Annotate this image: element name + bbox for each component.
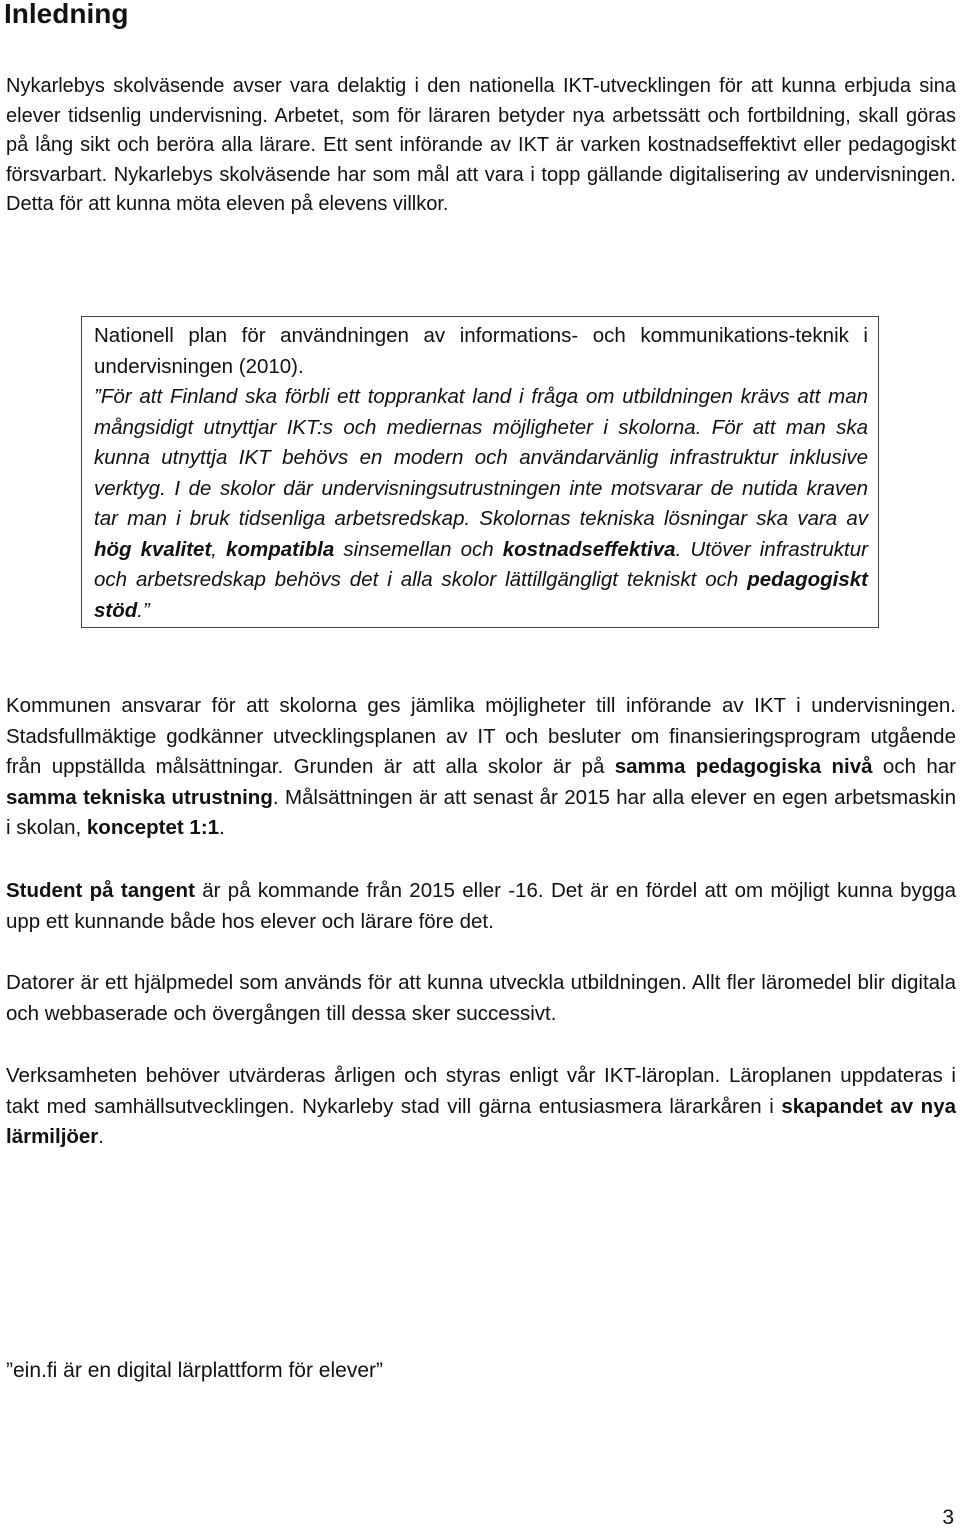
paragraph-computers: Datorer är ett hjälpmedel som används för att kunna utveckla utbildningen. Allt fler läromedel blir digitala och webbaserade och övergången till dessa sker successivt. [6, 971, 956, 1025]
paragraph-student-exam [6, 876, 956, 937]
intro-paragraph: Nykarlebys skolväsende avser vara delaktig i den nationella IKT-utvecklingen för att kunna erbjuda sina elever tidsenlig undervisning. Arbetet, som för läraren betyder nya arbetssätt och fortbildning, skall göras på lång sikt och beröra alla lärare. Ett sent införande av IKT är varken kostnadseffektivt eller pedagogiskt försvarbart. Nykarlebys skolväsende har som mål att vara i topp gällande digitalisering av undervisningen. Detta för att kunna möta eleven på elevens villkor. [6, 75, 956, 216]
quote-box [81, 316, 879, 628]
paragraph-evaluation [6, 1061, 956, 1153]
quote-text-segment: sinsemellan och [334, 537, 503, 561]
quote-emphasis-high-quality: hög kvalitet [94, 537, 212, 561]
quote-text [94, 382, 868, 626]
quote-emphasis-compatible: kompatibla [226, 537, 335, 561]
paragraph-responsibility [6, 691, 956, 844]
quote-text-segment: . Utöver infrastruktur och arbetsredskap behövs det i alla skolor lättillgängligt tekniskt och [94, 537, 868, 591]
quote-text-segment: ”För att Finland ska förbli ett topprankat land i fråga om utbildningen krävs att man mångsidigt utnyttjar IKT:s och mediernas möjligheter i skolorna. För att man ska kunna utnyttja IKT behövs en modern och användarvänlig infrastruktur inklusive verktyg. I de skolor där undervisningsutrustningen inte motsvarar de nutida kraven tar man i bruk tidsenliga arbetsredskap. Skolornas tekniska lösningar ska vara av [94, 385, 868, 530]
footer-quote: ”ein.fi är en digital lärplattform för elever” [6, 1359, 383, 1382]
paragraph-text-segment: . Målsättningen är att senast år 2015 har alla elever en egen arbetsmaskin i skolan, [6, 785, 956, 840]
paragraph-text-segment: Kommunen ansvarar för att skolorna ges jämlika möjligheter till införande av IKT i undervisningen. Stadsfullmäktige godkänner utvecklingsplanen av IT och besluter om finansieringsprogram utgående från uppställda målsättningar. Grunden är att alla skolor är på [6, 694, 956, 779]
quote-text-segment: .” [137, 598, 150, 622]
emphasis-student-pa-tangent: Student på tangent [6, 879, 195, 902]
page-title: Inledning [4, 0, 129, 29]
quote-emphasis-cost-effective: kostnadseffektiva [502, 537, 676, 561]
emphasis-same-technical-equipment: samma tekniska utrustning [6, 785, 273, 809]
quote-emphasis-pedagogical-support: pedagogiskt stöd [94, 568, 868, 622]
paragraph-text-segment: Verksamheten behöver utvärderas årligen och styras enligt vår IKT-läroplan. Läroplanen uppdateras i takt med samhällsutvecklingen. Nykarleby stad vill gärna entusiasmera lärarkåren i [6, 1064, 956, 1118]
paragraph-text-segment: är på kommande från 2015 eller -16. Det är en fördel att om möjligt kunna bygga upp ett kunnande både hos elever och lärare före det. [6, 879, 956, 933]
emphasis-new-learning-environments: skapandet av nya lärmiljöer [6, 1094, 956, 1149]
emphasis-same-pedagogical-level: samma pedagogiska nivå [614, 755, 873, 779]
quote-source: Nationell plan för användningen av informations- och kommunikations-teknik i undervisningen (2010). [94, 324, 868, 378]
quote-text-segment: , [211, 537, 227, 561]
emphasis-concept-1-1: konceptet 1:1 [86, 816, 220, 840]
paragraph-text-segment: . [219, 816, 225, 840]
paragraph-text-segment: . [98, 1125, 104, 1149]
paragraph-text-segment: och har [872, 755, 956, 779]
page-number: 3 [942, 1506, 954, 1529]
